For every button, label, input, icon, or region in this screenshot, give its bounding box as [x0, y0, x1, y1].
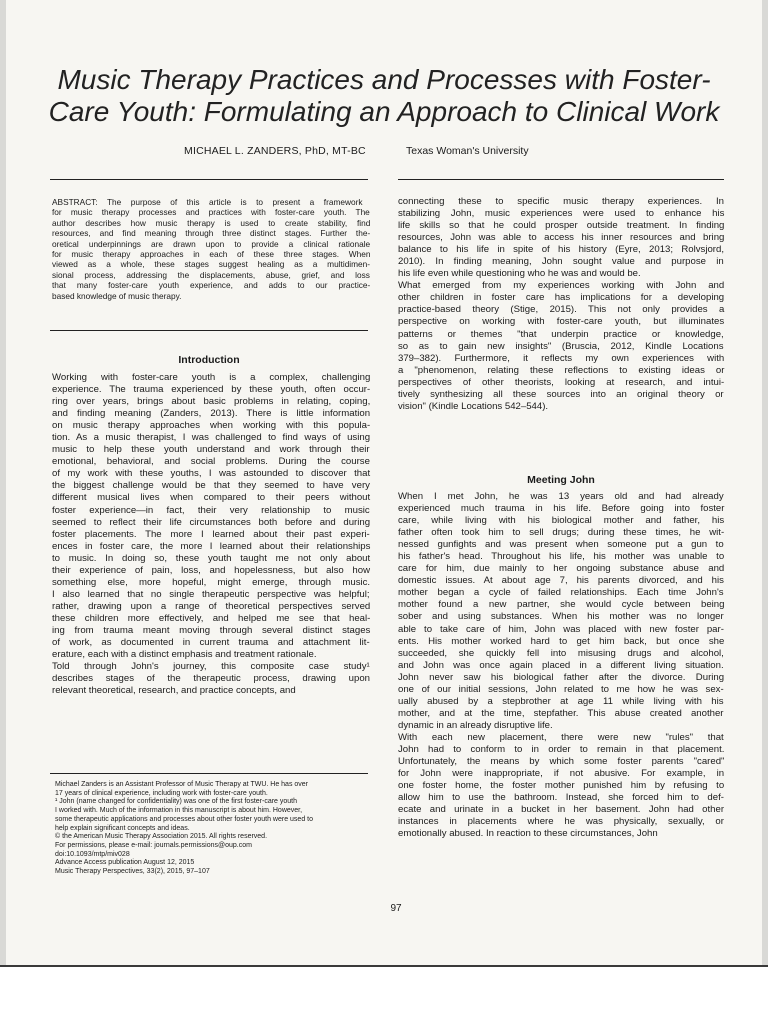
- text-line: allow him to use the bathroom. Instead, she forced him to def-: [398, 792, 724, 804]
- text-line: on music therapy approaches when working with this popula-: [52, 420, 371, 432]
- text-line: Michael Zanders is an Assistant Professor of Music Therapy at TWU. He has over: [55, 781, 309, 788]
- introduction-body: [52, 372, 370, 697]
- title-line: Care Youth: Formulating an Approach to Clinical Work: [48, 96, 720, 127]
- text-line: For permissions, please e-mail: journals.permissions@oup.com: [55, 841, 252, 849]
- text-line: perspectives of other theorists, looking at research, and intui-: [398, 376, 725, 388]
- text-line: for music therapy approaches in each of these three stages. When: [52, 248, 371, 259]
- footnotes: [55, 781, 385, 877]
- abstract: [52, 197, 370, 301]
- text-line: Told through John's journey, this composite case study¹: [52, 661, 370, 673]
- text-line: these children more effectively, and helped me see that heal-: [52, 612, 371, 624]
- text-line: rather, drawing upon a range of theoretical perspectives served: [52, 600, 371, 612]
- text-line: so as to gain new insights" (Bruscia, 2012, Kindle Locations: [398, 340, 724, 352]
- right-column-paragraph: [398, 491, 724, 840]
- text-line: dynamic in an already disruptive life.: [398, 719, 553, 731]
- text-line: patterns or themes "that underpin practice or knowledge,: [398, 328, 724, 340]
- text-line: I also learned that no single therapeutic perspective was helpful;: [52, 588, 370, 600]
- text-line: that many foster-care youth experience, and adds to our practice-: [52, 280, 371, 291]
- text-line: music to help these youth understand and work through their: [52, 444, 370, 456]
- text-line: ¹ John (name changed for confidentiality) was one of the first foster-care youth: [55, 798, 298, 806]
- text-line: succeeded, she quickly fell into misusing drugs and alcohol,: [398, 647, 724, 659]
- text-line: doi:10.1093/mtp/miv028: [55, 850, 130, 858]
- text-line: resources, John was able to access his inner resources and bring: [398, 232, 725, 244]
- text-line: able to take care of him, John was placed with new foster par-: [398, 623, 724, 635]
- text-line: ecate and urinate in a bucket in her basement. John had other: [398, 804, 725, 816]
- author-affiliation: Texas Woman's University: [406, 145, 529, 157]
- header-rule: [50, 179, 368, 180]
- text-line: practice-based theory (Stige, 2015). This not only provides a: [398, 304, 725, 316]
- text-line: Music Therapy Perspectives, 33(2), 2015, 97–107: [55, 868, 210, 876]
- text-line: oretical underpinnings are drawn upon to provide a clinical rationale: [52, 238, 371, 249]
- text-line: and finding meaning (Zanders, 2013). There is little information: [52, 408, 371, 420]
- text-line: tively synthesizing all these sources into an original theory or: [398, 388, 724, 400]
- text-line: to music. In doing so, these youth taught me not only about: [52, 552, 371, 564]
- text-line: one of our initial sessions, John related to me how he was sex-: [398, 683, 724, 695]
- text-line: seemed to reflect their life circumstances both before and during: [52, 516, 371, 528]
- footnote-rule: [50, 773, 368, 774]
- text-line: ents. His mother worked hard to get him back, but once she: [398, 635, 725, 647]
- text-line: Advance Access publication August 12, 2015: [55, 859, 195, 867]
- text-line: foster experience—in fact, their very relationship to music: [52, 504, 370, 516]
- text-line: one foster home, the foster mother punished him by refusing to: [398, 780, 725, 792]
- text-line: his father's head. Throughout his life, his mother was unable to: [398, 551, 725, 563]
- page-bottom-edge: [0, 965, 768, 1026]
- text-line: John had to conform to in order to remain in that placement.: [398, 743, 725, 755]
- text-line: What emerged from my experiences working with John and: [398, 280, 725, 292]
- text-line: Unfortunately, the means by which some foster parents "cared": [398, 756, 725, 768]
- text-line: 379–382). Furthermore, it reflects my own experiences with: [398, 352, 725, 364]
- text-line: different musical lives when compared to their peers without: [52, 492, 371, 504]
- text-line: mother began a cycle of failed relationships. Each time John's: [398, 587, 724, 599]
- section-heading-introduction: Introduction: [178, 354, 240, 366]
- text-line: and John was once again placed in a different living situation.: [398, 659, 724, 671]
- text-line: relevant theoretical, research, and practice concepts, and: [52, 685, 296, 697]
- text-line: I worked with. Much of the information in this manuscript is about him. However,: [55, 807, 303, 815]
- text-line: care, while living with his biological mother and father, his: [398, 515, 725, 527]
- text-line: describes stages of the therapeutic process, drawing upon: [52, 673, 370, 685]
- text-line: instances in placements where he was physically, sexually, or: [398, 816, 724, 828]
- text-line: the biggest challenge would be that they seemed to have very: [52, 480, 370, 492]
- text-line: of my work with these youths, I was astounded to discover that: [52, 468, 371, 480]
- text-line: ABSTRACT: The purpose of this article is to present a framework: [52, 197, 363, 207]
- text-line: With each new placement, there were new "rules" that: [398, 731, 724, 743]
- text-line: experience. The trauma experienced by these youth, often occur-: [52, 384, 371, 396]
- text-line: connecting these to specific music therapy experiences. In: [398, 196, 724, 207]
- text-line: other children in foster care has implications for a developing: [398, 292, 725, 304]
- text-line: ing from trauma meant moving through several distinct stages: [52, 624, 371, 636]
- page-number: 97: [390, 903, 402, 914]
- text-line: sober and using substances. When his mother was no longer: [398, 611, 724, 623]
- text-line: mother, and at the time, stepfather. This abuse created another: [398, 707, 724, 719]
- text-line: 2010). In finding meaning, John sought value and purpose in: [398, 256, 724, 268]
- author-name: MICHAEL L. ZANDERS, PhD, MT-BC: [184, 145, 366, 157]
- text-line: ring over years, brings about basic problems in relating, coping,: [52, 396, 371, 408]
- text-line: ually abused by a stepbrother at age 11 while living with his: [398, 695, 724, 707]
- text-line: erature, each with a distinct emphasis and treatment rationale.: [52, 649, 317, 661]
- text-line: ences in foster care, the more I learned about their relationships: [52, 540, 371, 552]
- text-line: © the American Music Therapy Association 2015. All rights reserved.: [55, 833, 268, 841]
- section-heading-meeting-john: Meeting John: [527, 474, 595, 486]
- article-title: [36, 64, 732, 128]
- text-line: their experience of pain, loss, and hopelessness, but also how: [52, 564, 370, 576]
- text-line: mother found a new partner, she would cycle between being: [398, 599, 725, 611]
- text-line: 17 years of clinical experience, including work with foster-care youth.: [55, 789, 268, 797]
- text-line: author describes how music therapy is used to create stability, find: [52, 217, 371, 228]
- text-line: stabilizing John, music experiences were used to enhance his: [398, 208, 725, 220]
- text-line: perspective on working with foster-care youth, but illuminates: [398, 316, 725, 328]
- text-line: resources, and find meaning through three distinct stages. Further the-: [52, 228, 371, 239]
- text-line: viewed as a whole, these stages suggest healing as a multidimen-: [52, 259, 371, 270]
- text-line: something else, more hopeful, might emerge, through music.: [52, 576, 371, 588]
- text-line: his life even while questioning who he was and would be.: [398, 268, 641, 280]
- journal-page: [6, 0, 762, 965]
- text-line: based knowledge of music therapy.: [52, 290, 182, 301]
- text-line: sional process, addressing the displacements, abuse, grief, and loss: [52, 269, 370, 280]
- text-line: a "phenomenon, relating these reflections to existing ideas or: [398, 364, 725, 376]
- text-line: balance to his life in spite of his history (Eyre, 2013; Rolvsjord,: [398, 244, 724, 256]
- text-line: life skills so that he could prosper outside treatment. In finding: [398, 220, 725, 232]
- text-line: foster placements. The more I learned about their past experi-: [52, 528, 370, 540]
- text-line: for music therapy processes and practices with foster-care youth. The: [52, 207, 370, 218]
- text-line: help explain significant concepts and ideas.: [55, 824, 190, 832]
- header-rule: [398, 179, 724, 180]
- text-line: Working with foster-care youth is a complex, challenging: [52, 372, 371, 383]
- abstract-rule: [50, 330, 368, 331]
- right-column-paragraph: [398, 196, 724, 413]
- text-line: father often took him to sell drugs; during these times, he wit-: [398, 527, 725, 539]
- text-line: emotionally abused. In reaction to these circumstances, John: [398, 828, 658, 840]
- text-line: vision" (Kindle Locations 542–544).: [398, 400, 549, 412]
- text-line: tion. As a music therapist, I was challenged to find ways of using: [52, 432, 371, 444]
- text-line: for John were inappropriate, if not abusive. For example, in: [398, 768, 725, 780]
- text-line: emotional, behavioral, and social problems. During the course: [52, 456, 370, 468]
- text-line: John never saw his biological father after the divorce. During: [398, 671, 725, 683]
- text-line: nessed gunfights and was present when someone put a gun to: [398, 539, 724, 551]
- text-line: some therapeutic applications and processes about other foster youth were used to: [55, 815, 313, 823]
- title-line: Music Therapy Practices and Processes with Foster-: [57, 64, 711, 95]
- text-line: care for him, due mainly to her ongoing substance abuse and: [398, 563, 725, 575]
- text-line: experienced much trauma in his life. Before going into foster: [398, 503, 725, 515]
- text-line: When I met John, he was 13 years old and had already: [398, 491, 724, 502]
- text-line: of work, as documented in current trauma and attachment lit-: [52, 637, 370, 649]
- text-line: domestic issues. At about age 7, his parents divorced, and his: [398, 575, 724, 587]
